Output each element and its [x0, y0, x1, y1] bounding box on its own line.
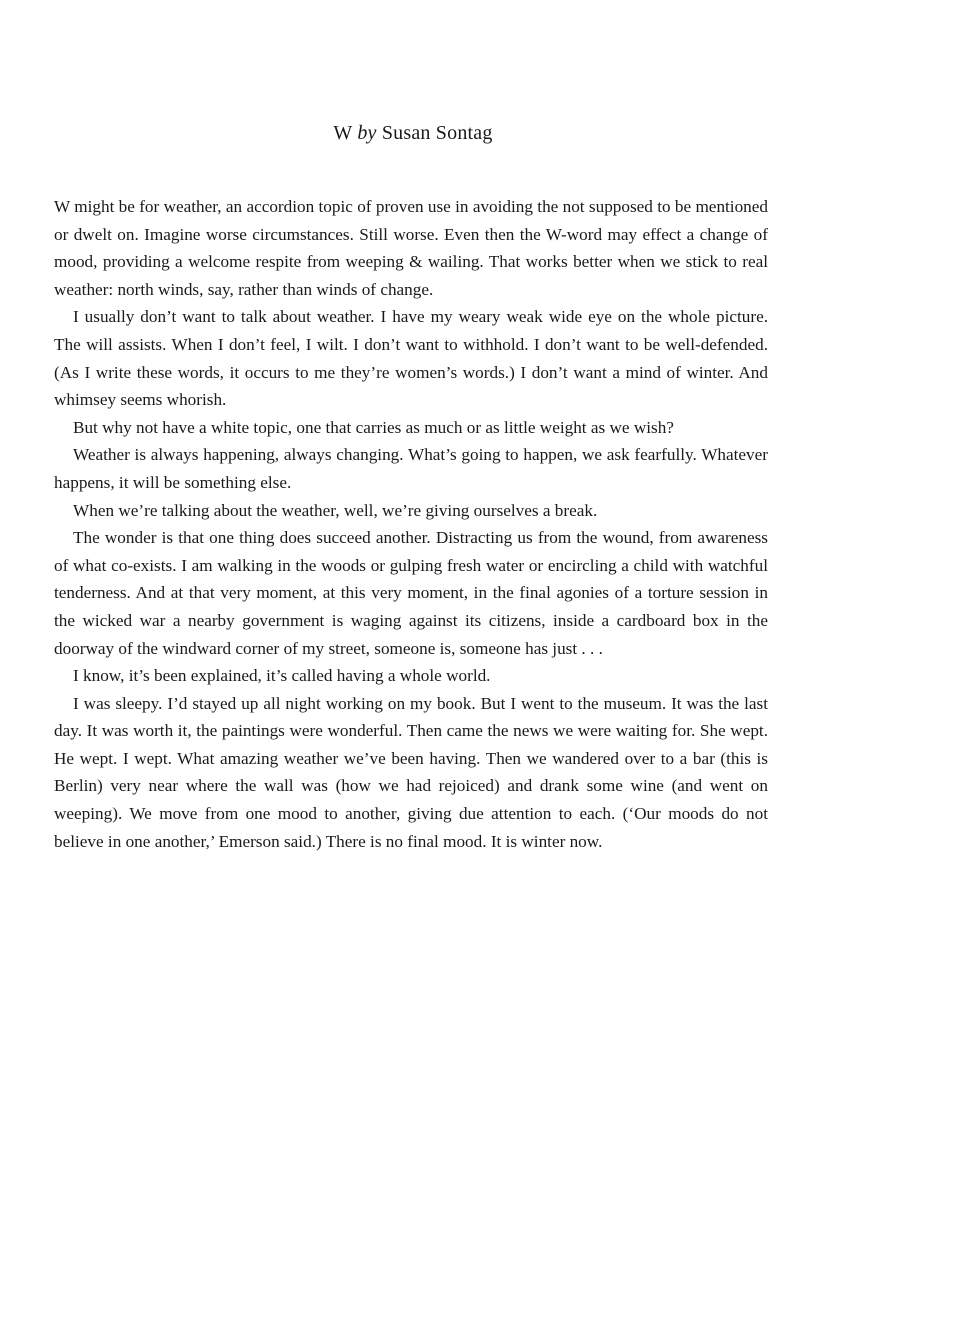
- paragraph: W might be for weather, an accordion topic of proven use in avoiding the not supposed to be mentioned or dwelt on. Imagine worse circumstances. Still worse. Even then the W-word may effect a change of mood, providing a welcome respite from weeping & wailing. That works better when we stick to real weather: north winds, say, rather than winds of change.: [54, 197, 768, 299]
- title-letter: W: [333, 122, 353, 144]
- paragraph: When we’re talking about the weather, well, we’re giving ourselves a break.: [73, 500, 598, 520]
- page-title: [0, 120, 826, 146]
- title-by: by: [357, 122, 377, 144]
- paragraph: Weather is always happening, always changing. What’s going to happen, we ask fearfully. Whatever happens, it will be something else.: [54, 445, 768, 492]
- paragraph: I know, it’s been explained, it’s called having a whole world.: [73, 666, 491, 686]
- title-author: Susan Sontag: [381, 122, 493, 144]
- paragraph: I was sleepy. I’d stayed up all night working on my book. But I went to the museum. It was the last day. It was worth it, the paintings were wonderful. Then came the news we were waiting for. She wept. He wept. I wept. What amazing weather we’ve been having. Then we wandered over to a bar (this is Berlin) very near where the wall was (how we had rejoiced) and drank some wine (and went on weeping). We move from one mood to another, giving due attention to each. (‘Our moods do not believe in one another,’ Emerson said.) There is no final mood. It is winter now.: [54, 693, 768, 851]
- essay-body: [54, 193, 768, 855]
- paragraph: I usually don’t want to talk about weather. I have my weary weak wide eye on the whole picture. The will assists. When I don’t feel, I wilt. I don’t want to withhold. I don’t want to be well-defended. (As I write these words, it occurs to me they’re women’s words.) I don’t want a mind of winter. And whimsey seems whorish.: [54, 307, 768, 410]
- paragraph: But why not have a white topic, one that carries as much or as little weight as we wish?: [73, 417, 674, 437]
- paragraph: The wonder is that one thing does succeed another. Distracting us from the wound, from awareness of what co-exists. I am walking in the woods or gulping fresh water or encircling a child with watchful tenderness. And at that very moment, at this very moment, in the final agonies of a torture session in the wicked war a nearby government is waging against its citizens, inside a cardboard box in the doorway of the windward corner of my street, someone is, someone has just . . .: [54, 528, 768, 658]
